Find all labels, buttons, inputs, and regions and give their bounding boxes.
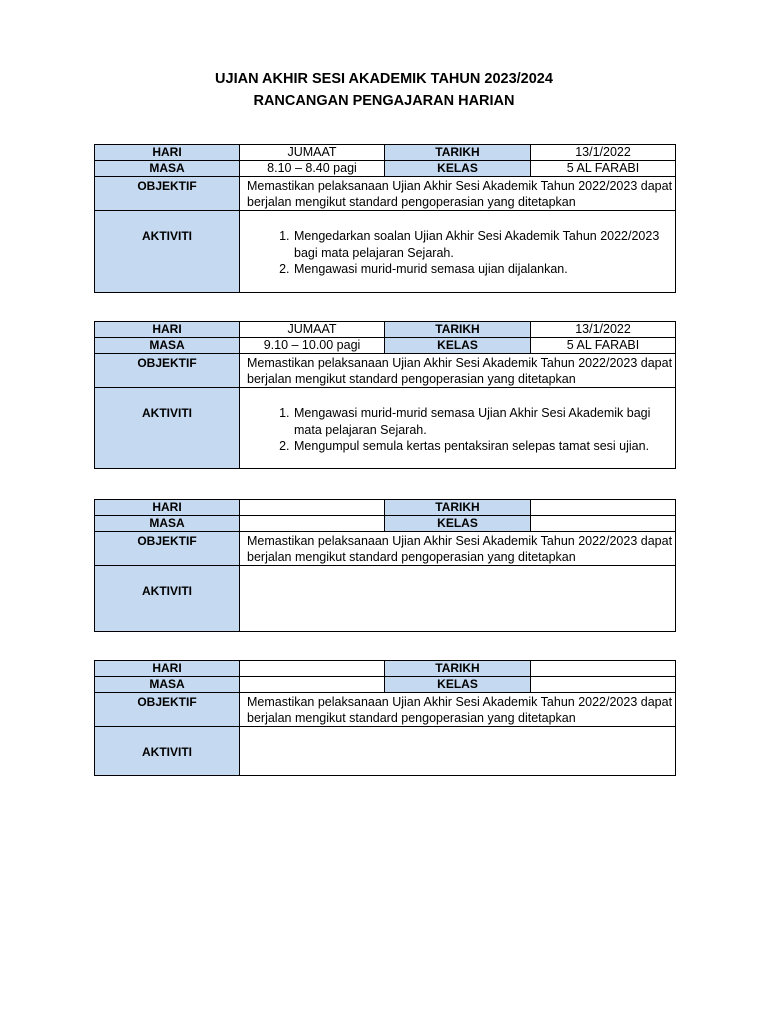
kelas-label: KELAS	[385, 677, 531, 693]
hari-value: JUMAAT	[240, 322, 385, 338]
lesson-plan-table-2	[94, 321, 676, 469]
aktiviti-list	[240, 405, 675, 455]
masa-value	[240, 516, 385, 532]
objektif-label: OBJEKTIF	[95, 177, 240, 211]
tarikh-value	[531, 661, 676, 677]
tarikh-value: 13/1/2022	[531, 322, 676, 338]
objektif-value: Memastikan pelaksanaan Ujian Akhir Sesi Akademik Tahun 2022/2023 dapat berjalan mengikut standard pengoperasian yang ditetapkan	[240, 532, 676, 566]
kelas-label: KELAS	[385, 516, 531, 532]
aktiviti-item: 2. Mengumpul semula kertas pentaksiran selepas tamat sesi ujian.	[293, 438, 675, 455]
lesson-plan-table-4	[94, 660, 676, 776]
hari-label: HARI	[95, 661, 240, 677]
kelas-value	[531, 516, 676, 532]
aktiviti-label: AKTIVITI	[95, 727, 240, 776]
aktiviti-cell	[240, 566, 676, 632]
tarikh-value: 13/1/2022	[531, 145, 676, 161]
masa-label: MASA	[95, 161, 240, 177]
tarikh-label: TARIKH	[385, 661, 531, 677]
masa-value: 9.10 – 10.00 pagi	[240, 338, 385, 354]
kelas-value	[531, 677, 676, 693]
tarikh-value	[531, 500, 676, 516]
aktiviti-list	[240, 228, 675, 278]
aktiviti-cell	[240, 727, 676, 776]
kelas-label: KELAS	[385, 338, 531, 354]
masa-value	[240, 677, 385, 693]
lesson-plan-table-1	[94, 144, 676, 293]
aktiviti-item: 1. Mengawasi murid-murid semasa Ujian Akhir Sesi Akademik bagi mata pelajaran Sejarah.	[293, 405, 675, 438]
tarikh-label: TARIKH	[385, 500, 531, 516]
masa-label: MASA	[95, 677, 240, 693]
kelas-value: 5 AL FARABI	[531, 161, 676, 177]
masa-label: MASA	[95, 516, 240, 532]
document-subtitle: RANCANGAN PENGAJARAN HARIAN	[253, 93, 515, 109]
masa-value: 8.10 – 8.40 pagi	[240, 161, 385, 177]
objektif-value: Memastikan pelaksanaan Ujian Akhir Sesi Akademik Tahun 2022/2023 dapat berjalan mengikut standard pengoperasian yang ditetapkan	[240, 354, 676, 388]
hari-label: HARI	[95, 322, 240, 338]
aktiviti-item: 1. Mengedarkan soalan Ujian Akhir Sesi Akademik Tahun 2022/2023 bagi mata pelajaran Sejarah.	[293, 228, 675, 261]
aktiviti-cell	[240, 211, 676, 293]
lesson-plan-table-3	[94, 499, 676, 632]
objektif-value: Memastikan pelaksanaan Ujian Akhir Sesi Akademik Tahun 2022/2023 dapat berjalan mengikut standard pengoperasian yang ditetapkan	[240, 693, 676, 727]
objektif-label: OBJEKTIF	[95, 532, 240, 566]
tarikh-label: TARIKH	[385, 145, 531, 161]
aktiviti-label: AKTIVITI	[95, 388, 240, 469]
objektif-label: OBJEKTIF	[95, 693, 240, 727]
kelas-label: KELAS	[385, 161, 531, 177]
document-title: UJIAN AKHIR SESI AKADEMIK TAHUN 2023/2024	[215, 71, 553, 87]
objektif-value: Memastikan pelaksanaan Ujian Akhir Sesi Akademik Tahun 2022/2023 dapat berjalan mengikut standard pengoperasian yang ditetapkan	[240, 177, 676, 211]
masa-label: MASA	[95, 338, 240, 354]
aktiviti-item: 2. Mengawasi murid-murid semasa ujian dijalankan.	[293, 261, 675, 278]
hari-value	[240, 661, 385, 677]
hari-value: JUMAAT	[240, 145, 385, 161]
aktiviti-label: AKTIVITI	[95, 211, 240, 293]
aktiviti-label: AKTIVITI	[95, 566, 240, 632]
aktiviti-cell	[240, 388, 676, 469]
kelas-value: 5 AL FARABI	[531, 338, 676, 354]
hari-label: HARI	[95, 145, 240, 161]
tarikh-label: TARIKH	[385, 322, 531, 338]
objektif-label: OBJEKTIF	[95, 354, 240, 388]
hari-value	[240, 500, 385, 516]
hari-label: HARI	[95, 500, 240, 516]
